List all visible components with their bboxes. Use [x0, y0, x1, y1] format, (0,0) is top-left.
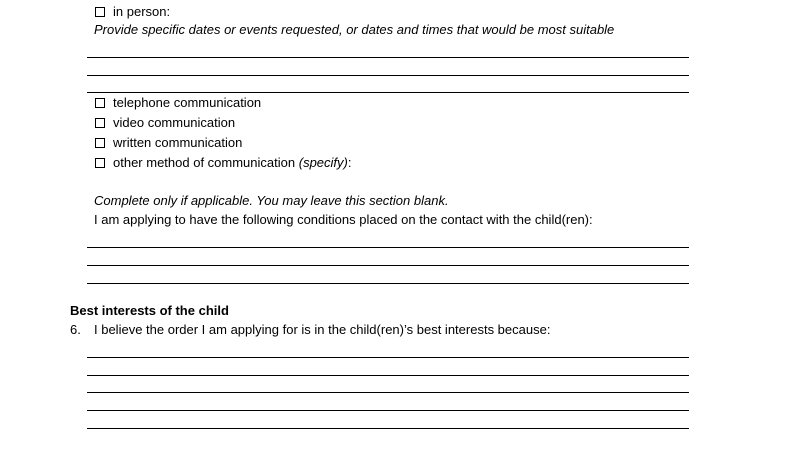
telephone-communication-checkbox[interactable]: [95, 98, 105, 108]
video-communication-checkbox[interactable]: [95, 118, 105, 128]
best-interests-answer-line-2[interactable]: [87, 375, 689, 376]
written-communication-option[interactable]: [95, 135, 242, 151]
video-communication-option[interactable]: [95, 115, 235, 131]
in-person-answer-line-2[interactable]: [87, 75, 689, 76]
best-interests-statement: I believe the order I am applying for is in the child(ren)’s best interests because:: [94, 322, 551, 337]
conditions-answer-line-2[interactable]: [87, 265, 689, 266]
other-communication-text: other method of communication: [113, 155, 296, 170]
best-interests-answer-line-5[interactable]: [87, 428, 689, 429]
conditions-note: Complete only if applicable. You may leave this section blank.: [94, 193, 449, 208]
best-interests-answer-line-4[interactable]: [87, 410, 689, 411]
in-person-answer-line-3[interactable]: [87, 92, 689, 93]
conditions-statement: I am applying to have the following conditions placed on the contact with the child(ren):: [94, 212, 593, 227]
video-communication-label: video communication: [113, 115, 236, 130]
in-person-instruction: Provide specific dates or events requested, or dates and times that would be most suitable: [94, 22, 615, 37]
telephone-communication-label: telephone communication: [113, 95, 262, 110]
other-specify-text: (specify): [298, 155, 348, 170]
in-person-option[interactable]: [95, 4, 170, 20]
best-interests-heading: Best interests of the child: [70, 303, 229, 318]
other-communication-label: [113, 155, 351, 171]
in-person-checkbox[interactable]: [95, 7, 105, 17]
best-interests-item-number: 6.: [70, 322, 81, 337]
conditions-answer-line-3[interactable]: [87, 283, 689, 284]
best-interests-answer-line-1[interactable]: [87, 357, 689, 358]
written-communication-label: written communication: [113, 135, 243, 150]
written-communication-checkbox[interactable]: [95, 138, 105, 148]
conditions-answer-line-1[interactable]: [87, 247, 689, 248]
best-interests-answer-line-3[interactable]: [87, 392, 689, 393]
telephone-communication-option[interactable]: [95, 95, 261, 111]
other-communication-option[interactable]: [95, 155, 351, 171]
other-specify-colon: :: [347, 155, 352, 170]
in-person-label: in person:: [113, 4, 171, 19]
in-person-answer-line-1[interactable]: [87, 57, 689, 58]
other-communication-checkbox[interactable]: [95, 158, 105, 168]
